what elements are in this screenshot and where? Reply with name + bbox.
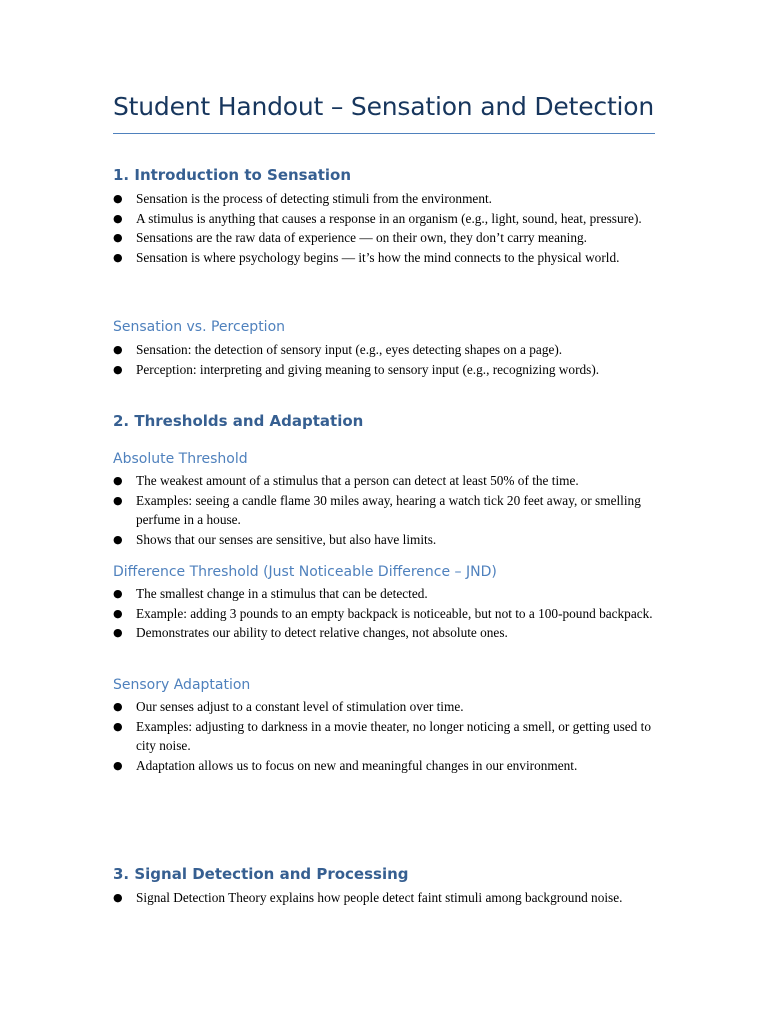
list-item: ● Our senses adjust to a constant level of stimulation over time. — [113, 697, 658, 717]
subheading-difference-threshold: Difference Threshold (Just Noticeable Difference – JND) — [113, 564, 497, 580]
bullet-icon: ● — [113, 758, 123, 772]
title-underline — [113, 133, 655, 134]
bullet-icon: ● — [113, 700, 123, 713]
bullet-list-sensory-adaptation — [113, 697, 658, 775]
bullet-list-absolute-threshold — [113, 471, 658, 549]
section-heading-introduction: 1. Introduction to Sensation — [113, 166, 352, 184]
subheading-sensory-adaptation: Sensory Adaptation — [113, 677, 251, 693]
subheading-absolute-threshold: Absolute Threshold — [113, 451, 248, 467]
section-heading-thresholds: 2. Thresholds and Adaptation — [113, 412, 364, 430]
bullet-icon: ● — [113, 719, 123, 733]
section-heading-signal-detection: 3. Signal Detection and Processing — [113, 865, 409, 883]
bullet-list-difference-threshold — [113, 584, 658, 643]
list-item: ● Example: adding 3 pounds to an empty backpack is noticeable, but not to a 100-pound backpack. — [113, 604, 658, 624]
bullet-icon: ● — [113, 606, 123, 620]
list-item: ● Sensation is where psychology begins — it’s how the mind connects to the physical world. — [113, 248, 658, 268]
bullet-icon: ● — [113, 211, 123, 225]
list-item: ● Sensations are the raw data of experience — on their own, they don’t carry meaning. — [113, 228, 658, 248]
list-item: ● Signal Detection Theory explains how people detect faint stimuli among background noise. — [113, 888, 658, 908]
list-item: ● Sensation is the process of detecting stimuli from the environment. — [113, 189, 658, 209]
list-item: ● Demonstrates our ability to detect relative changes, not absolute ones. — [113, 623, 658, 643]
bullet-icon: ● — [113, 493, 123, 507]
bullet-list-signal-detection — [113, 888, 658, 908]
document-title: Student Handout – Sensation and Detection — [113, 92, 655, 121]
bullet-icon: ● — [113, 231, 123, 244]
bullet-icon: ● — [113, 250, 123, 264]
bullet-icon: ● — [113, 192, 123, 205]
bullet-icon: ● — [113, 362, 123, 376]
bullet-icon: ● — [113, 626, 123, 639]
bullet-icon: ● — [113, 343, 123, 356]
list-item: ● Examples: seeing a candle flame 30 miles away, hearing a watch tick 20 feet away, or smelling perfume in a house. — [113, 492, 641, 527]
bullet-icon: ● — [113, 891, 123, 904]
subheading-sensation-vs-perception: Sensation vs. Perception — [113, 319, 286, 335]
list-item: ● The weakest amount of a stimulus that a person can detect at least 50% of the time. — [113, 471, 658, 491]
list-item: ● The smallest change in a stimulus that can be detected. — [113, 584, 658, 604]
list-item: ● Adaptation allows us to focus on new and meaningful changes in our environment. — [113, 756, 658, 776]
list-item: ● Shows that our senses are sensitive, but also have limits. — [113, 530, 658, 550]
list-item: ● Examples: adjusting to darkness in a movie theater, no longer noticing a smell, or getting used to city noise. — [113, 718, 651, 753]
bullet-icon: ● — [113, 587, 123, 600]
bullet-list-sensation-vs-perception — [113, 340, 658, 379]
bullet-icon: ● — [113, 474, 123, 487]
bullet-icon: ● — [113, 532, 123, 546]
list-item: ● Perception: interpreting and giving meaning to sensory input (e.g., recognizing words). — [113, 360, 658, 380]
list-item: ● Sensation: the detection of sensory input (e.g., eyes detecting shapes on a page). — [113, 340, 658, 360]
list-item: ● A stimulus is anything that causes a response in an organism (e.g., light, sound, heat, pressure). — [113, 209, 658, 229]
bullet-list-introduction — [113, 189, 658, 267]
